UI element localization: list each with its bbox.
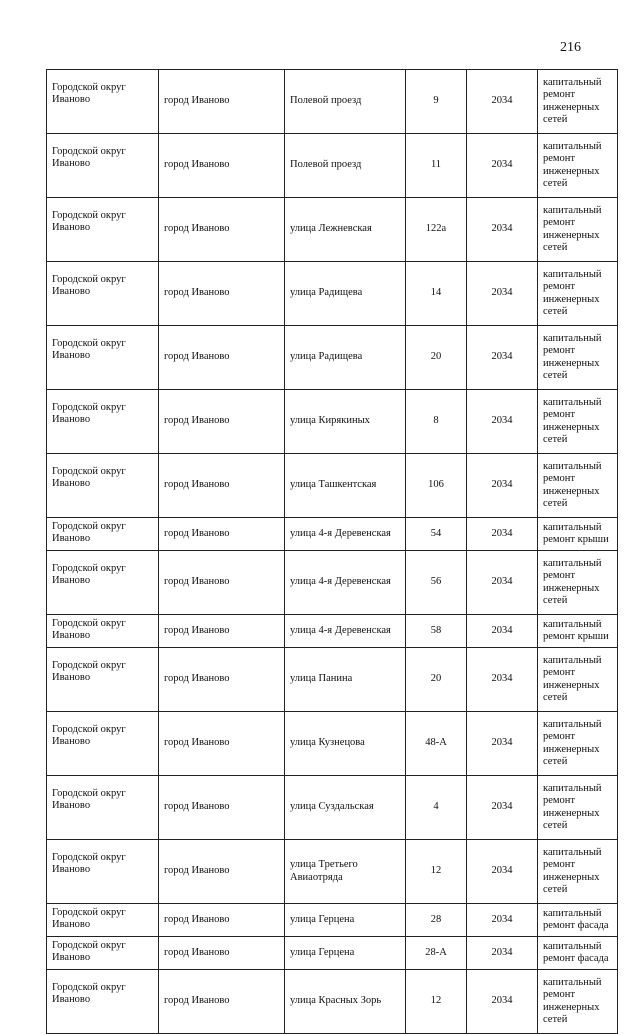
- street-cell: улица Радищева: [285, 262, 406, 326]
- street-cell: улица Кирякиных: [285, 390, 406, 454]
- municipal-district-cell: Городской округ Иваново: [47, 326, 159, 390]
- street-cell: улица Лежневская: [285, 198, 406, 262]
- house-number-cell: 28: [406, 904, 467, 937]
- house-number-cell: 28-А: [406, 937, 467, 970]
- city-cell: город Иваново: [159, 970, 285, 1034]
- city-cell: город Иваново: [159, 840, 285, 904]
- municipal-district-cell: Городской округ Иваново: [47, 390, 159, 454]
- work-type-cell: капитальный ремонт инженерных сетей: [538, 454, 618, 518]
- table-row: [47, 904, 618, 937]
- work-type-cell: капитальный ремонт инженерных сетей: [538, 390, 618, 454]
- table-row: [47, 970, 618, 1034]
- street-cell: Полевой проезд: [285, 70, 406, 134]
- table-row: [47, 712, 618, 776]
- municipal-district-cell: Городской округ Иваново: [47, 937, 159, 970]
- page-number: 216: [560, 40, 581, 55]
- house-number-cell: 14: [406, 262, 467, 326]
- street-cell: Полевой проезд: [285, 134, 406, 198]
- registry-table: [46, 69, 618, 1034]
- year-cell: 2034: [467, 70, 538, 134]
- street-cell: улица Суздальская: [285, 776, 406, 840]
- municipal-district-cell: Городской округ Иваново: [47, 776, 159, 840]
- house-number-cell: 12: [406, 840, 467, 904]
- city-cell: город Иваново: [159, 615, 285, 648]
- municipal-district-cell: Городской округ Иваново: [47, 840, 159, 904]
- house-number-cell: 4: [406, 776, 467, 840]
- street-cell: улица Панина: [285, 648, 406, 712]
- year-cell: 2034: [467, 518, 538, 551]
- work-type-cell: капитальный ремонт инженерных сетей: [538, 198, 618, 262]
- house-number-cell: 106: [406, 454, 467, 518]
- city-cell: город Иваново: [159, 70, 285, 134]
- year-cell: 2034: [467, 840, 538, 904]
- table-row: [47, 518, 618, 551]
- table-row: [47, 937, 618, 970]
- municipal-district-cell: Городской округ Иваново: [47, 615, 159, 648]
- work-type-cell: капитальный ремонт инженерных сетей: [538, 70, 618, 134]
- table-row: [47, 198, 618, 262]
- work-type-cell: капитальный ремонт фасада: [538, 904, 618, 937]
- year-cell: 2034: [467, 134, 538, 198]
- table-row: [47, 615, 618, 648]
- work-type-cell: капитальный ремонт инженерных сетей: [538, 840, 618, 904]
- house-number-cell: 54: [406, 518, 467, 551]
- work-type-cell: капитальный ремонт инженерных сетей: [538, 712, 618, 776]
- work-type-cell: капитальный ремонт инженерных сетей: [538, 970, 618, 1034]
- municipal-district-cell: Городской округ Иваново: [47, 551, 159, 615]
- work-type-cell: капитальный ремонт крыши: [538, 518, 618, 551]
- street-cell: улица Радищева: [285, 326, 406, 390]
- house-number-cell: 122а: [406, 198, 467, 262]
- municipal-district-cell: Городской округ Иваново: [47, 712, 159, 776]
- street-cell: улица Третьего Авиаотряда: [285, 840, 406, 904]
- municipal-district-cell: Городской округ Иваново: [47, 198, 159, 262]
- municipal-district-cell: Городской округ Иваново: [47, 70, 159, 134]
- work-type-cell: капитальный ремонт инженерных сетей: [538, 776, 618, 840]
- municipal-district-cell: Городской округ Иваново: [47, 970, 159, 1034]
- house-number-cell: 11: [406, 134, 467, 198]
- table-row: [47, 262, 618, 326]
- city-cell: город Иваново: [159, 712, 285, 776]
- municipal-district-cell: Городской округ Иваново: [47, 518, 159, 551]
- city-cell: город Иваново: [159, 551, 285, 615]
- year-cell: 2034: [467, 262, 538, 326]
- municipal-district-cell: Городской округ Иваново: [47, 262, 159, 326]
- city-cell: город Иваново: [159, 904, 285, 937]
- year-cell: 2034: [467, 326, 538, 390]
- city-cell: город Иваново: [159, 198, 285, 262]
- registry-table-body: [47, 70, 618, 1034]
- table-row: [47, 648, 618, 712]
- city-cell: город Иваново: [159, 454, 285, 518]
- year-cell: 2034: [467, 615, 538, 648]
- street-cell: улица 4-я Деревенская: [285, 518, 406, 551]
- street-cell: улица 4-я Деревенская: [285, 551, 406, 615]
- year-cell: 2034: [467, 551, 538, 615]
- city-cell: город Иваново: [159, 262, 285, 326]
- year-cell: 2034: [467, 937, 538, 970]
- work-type-cell: капитальный ремонт инженерных сетей: [538, 134, 618, 198]
- house-number-cell: 12: [406, 970, 467, 1034]
- work-type-cell: капитальный ремонт инженерных сетей: [538, 326, 618, 390]
- house-number-cell: 48-А: [406, 712, 467, 776]
- house-number-cell: 20: [406, 326, 467, 390]
- year-cell: 2034: [467, 454, 538, 518]
- year-cell: 2034: [467, 390, 538, 454]
- municipal-district-cell: Городской округ Иваново: [47, 134, 159, 198]
- house-number-cell: 20: [406, 648, 467, 712]
- year-cell: 2034: [467, 712, 538, 776]
- table-row: [47, 326, 618, 390]
- house-number-cell: 56: [406, 551, 467, 615]
- street-cell: улица Герцена: [285, 937, 406, 970]
- city-cell: город Иваново: [159, 937, 285, 970]
- city-cell: город Иваново: [159, 390, 285, 454]
- city-cell: город Иваново: [159, 134, 285, 198]
- year-cell: 2034: [467, 904, 538, 937]
- table-row: [47, 840, 618, 904]
- year-cell: 2034: [467, 648, 538, 712]
- municipal-district-cell: Городской округ Иваново: [47, 454, 159, 518]
- work-type-cell: капитальный ремонт крыши: [538, 615, 618, 648]
- city-cell: город Иваново: [159, 326, 285, 390]
- municipal-district-cell: Городской округ Иваново: [47, 904, 159, 937]
- city-cell: город Иваново: [159, 648, 285, 712]
- city-cell: город Иваново: [159, 518, 285, 551]
- table-row: [47, 70, 618, 134]
- work-type-cell: капитальный ремонт инженерных сетей: [538, 551, 618, 615]
- year-cell: 2034: [467, 970, 538, 1034]
- table-row: [47, 776, 618, 840]
- street-cell: улица Ташкентская: [285, 454, 406, 518]
- table-row: [47, 390, 618, 454]
- city-cell: город Иваново: [159, 776, 285, 840]
- street-cell: улица Красных Зорь: [285, 970, 406, 1034]
- year-cell: 2034: [467, 198, 538, 262]
- street-cell: улица 4-я Деревенская: [285, 615, 406, 648]
- work-type-cell: капитальный ремонт инженерных сетей: [538, 648, 618, 712]
- house-number-cell: 8: [406, 390, 467, 454]
- municipal-district-cell: Городской округ Иваново: [47, 648, 159, 712]
- table-row: [47, 454, 618, 518]
- street-cell: улица Кузнецова: [285, 712, 406, 776]
- year-cell: 2034: [467, 776, 538, 840]
- table-row: [47, 134, 618, 198]
- street-cell: улица Герцена: [285, 904, 406, 937]
- house-number-cell: 9: [406, 70, 467, 134]
- work-type-cell: капитальный ремонт фасада: [538, 937, 618, 970]
- work-type-cell: капитальный ремонт инженерных сетей: [538, 262, 618, 326]
- table-row: [47, 551, 618, 615]
- house-number-cell: 58: [406, 615, 467, 648]
